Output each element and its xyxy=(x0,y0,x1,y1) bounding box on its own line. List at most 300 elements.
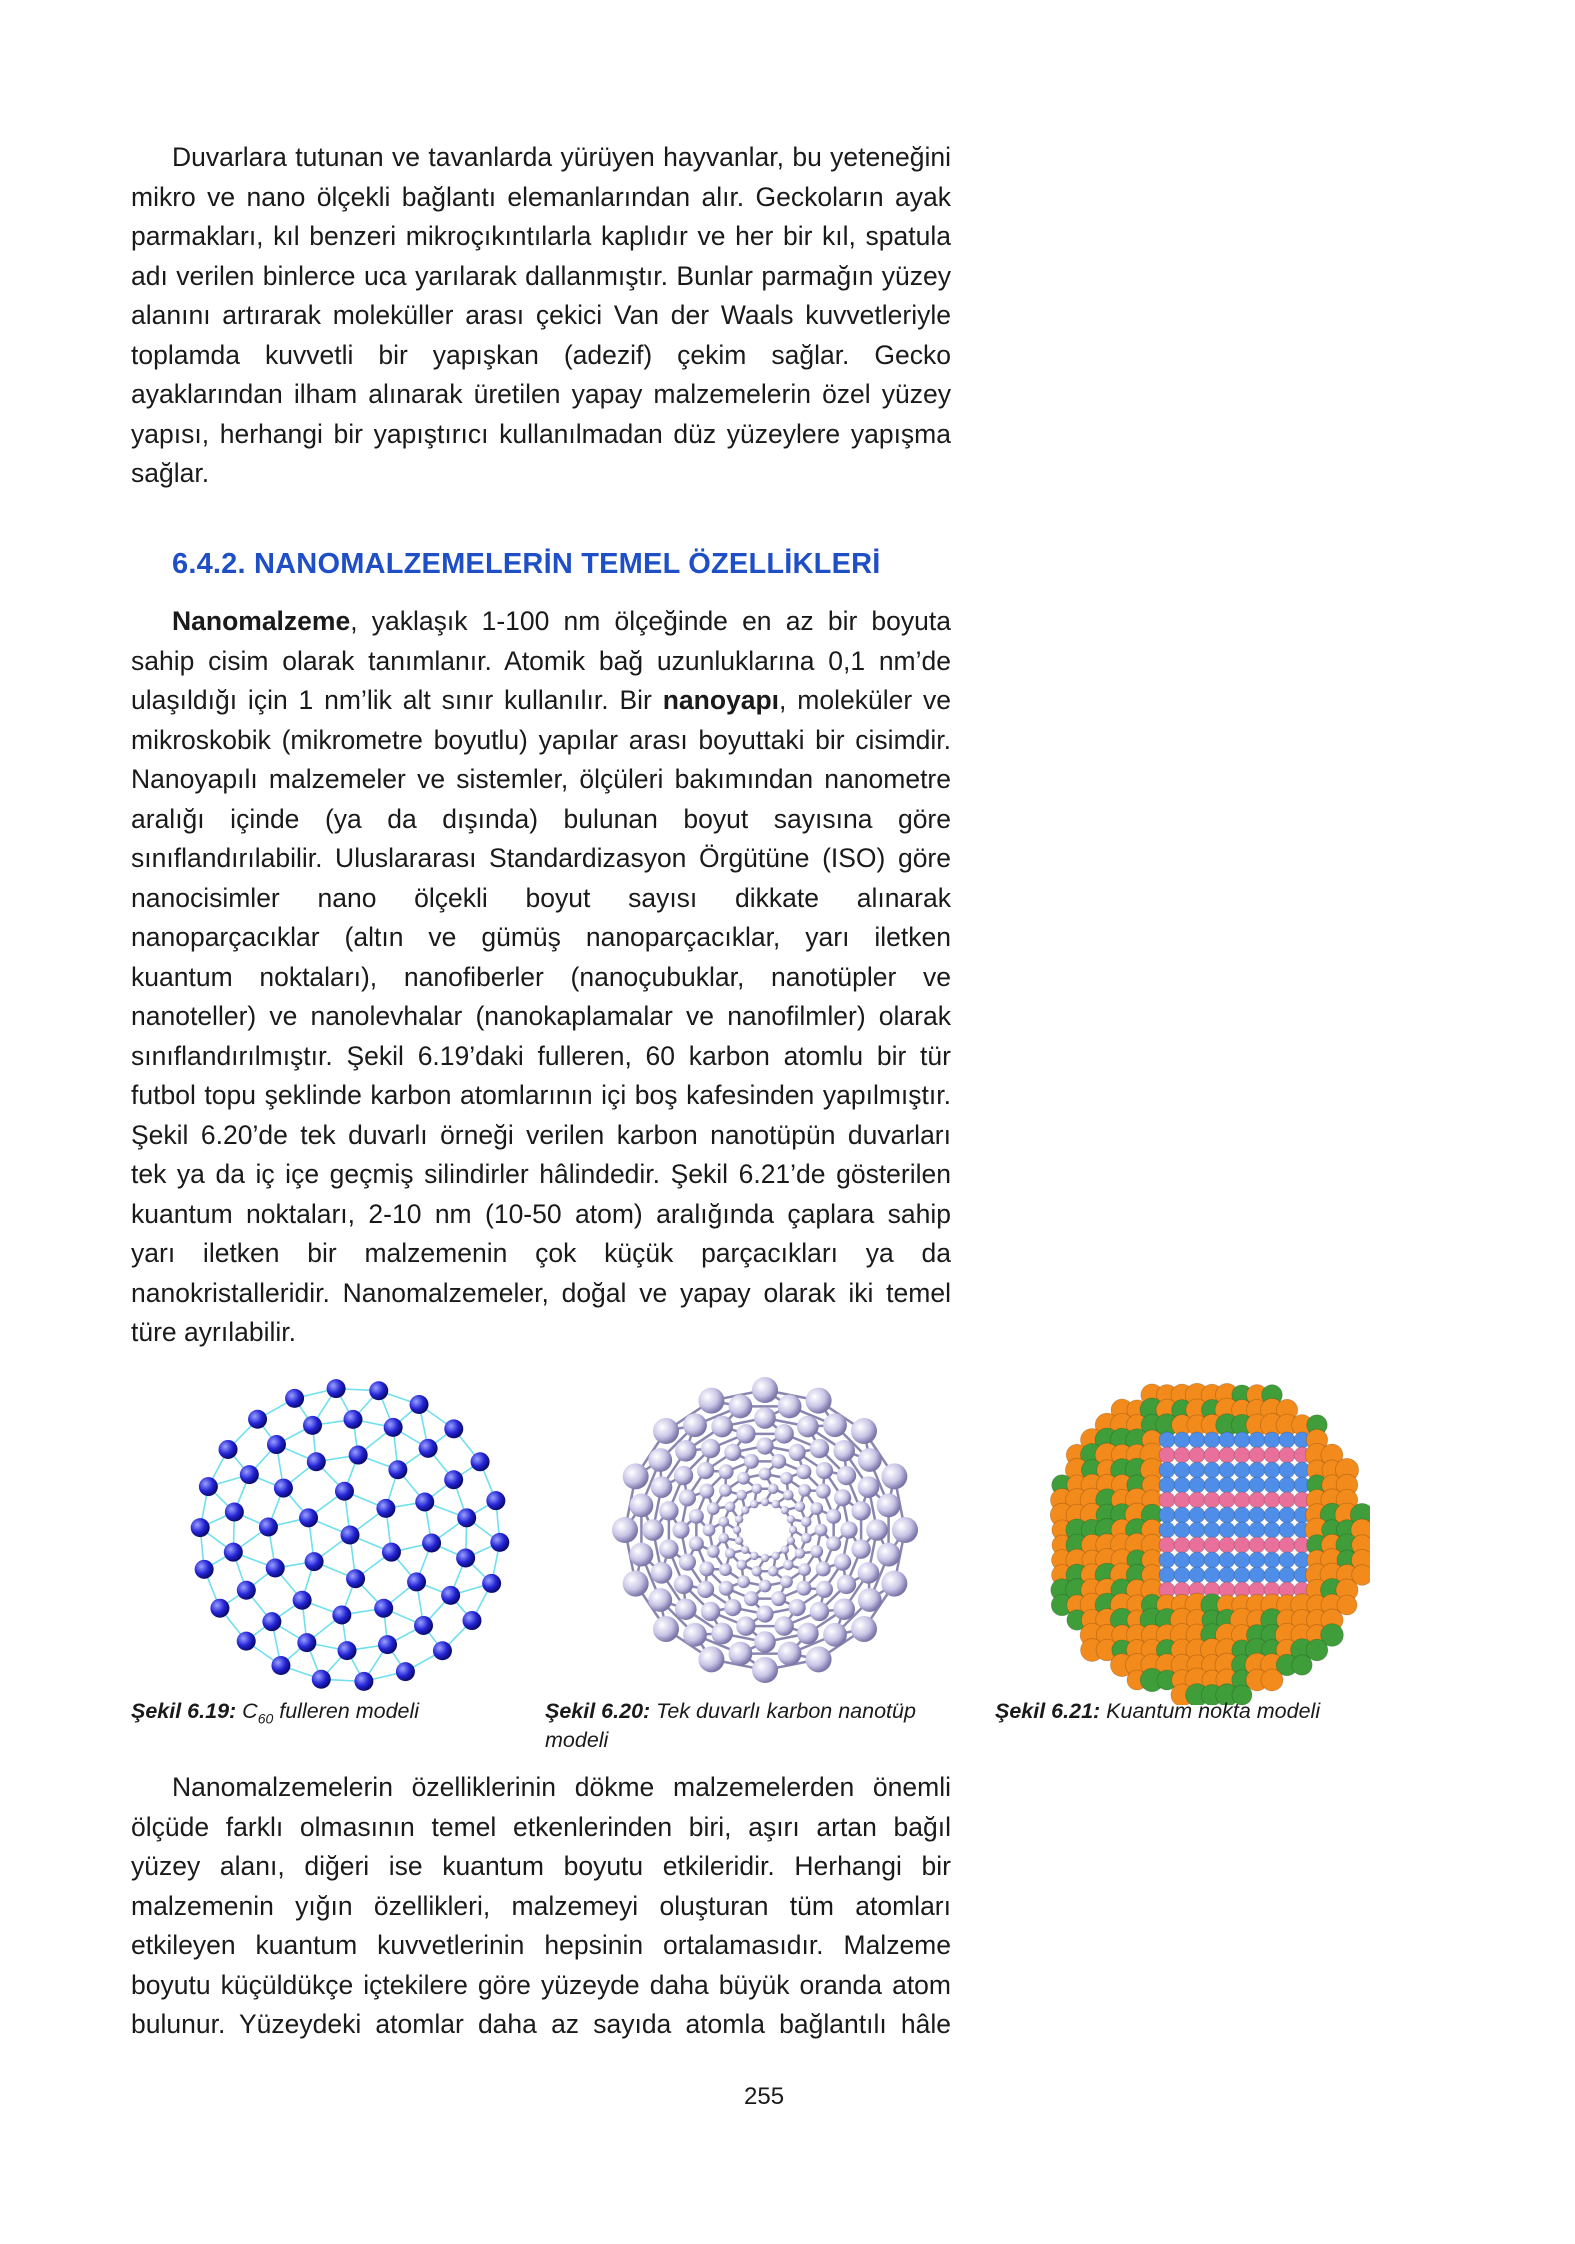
nanotube-atom xyxy=(840,1521,857,1538)
quantum-dot-atom xyxy=(1279,1447,1295,1463)
nanotube-atom xyxy=(675,1598,697,1620)
nanotube-atom xyxy=(744,1591,759,1606)
quantum-dot-atom xyxy=(1174,1447,1190,1463)
nanotube-atom xyxy=(642,1519,664,1541)
quantum-dot-atom xyxy=(1249,1567,1265,1583)
nanotube-atom xyxy=(737,1472,750,1485)
nanotube-atom xyxy=(756,1437,773,1454)
nanotube-atom xyxy=(797,1416,819,1438)
nanotube-atom xyxy=(711,1416,733,1438)
quantum-dot-atom xyxy=(1234,1477,1250,1493)
quantum-dot-atom xyxy=(1249,1522,1265,1538)
quantum-dot-atom xyxy=(1234,1507,1250,1523)
quantum-dot-atom xyxy=(1189,1432,1205,1448)
nanotube-atom xyxy=(780,1575,793,1588)
fullerene-atom xyxy=(195,1560,214,1579)
nanotube-atom xyxy=(796,1581,811,1596)
nanotube-atom xyxy=(699,1484,714,1499)
nanotube-atom xyxy=(724,1444,741,1461)
fullerene-atom xyxy=(344,1410,363,1429)
quantum-dot-atom xyxy=(1204,1552,1220,1568)
nanotube-atom xyxy=(768,1566,779,1577)
quantum-dot-atom xyxy=(1159,1552,1175,1568)
fullerene-atom xyxy=(335,1482,354,1501)
fullerene-atom xyxy=(299,1508,318,1527)
nanotube-atom xyxy=(612,1517,638,1543)
quantum-dot-atom xyxy=(1234,1537,1250,1553)
nanotube-atom xyxy=(858,1476,880,1498)
fullerene-atom xyxy=(396,1662,415,1681)
paragraph-properties-text: Nanomalzemelerin özelliklerinin dökme malzemelerden önemli ölçüde farklı olmasının temel etkenlerinden biri, aşırı artan bağıl yüzey alanı, diğeri ise kuantum boyutu etkileridir. Herhangi bir malzemenin yığın özellikleri, malzemeyi oluşturan tüm atomları etkileyen kuantum kuvvetlerinin hepsinin ortalamasıdır. Malzeme boyutu küçüldükçe içtekilere göre yüzeyde daha büyük oranda atom bulunur. Yüzeydeki atomlar daha az sayıda atomla bağlantılı hâle xyxy=(131,1772,951,2039)
quantum-dot-atom xyxy=(1234,1522,1250,1538)
nanotube-atom xyxy=(837,1466,856,1485)
fullerene-atom xyxy=(462,1611,481,1630)
nanotube-atom xyxy=(679,1554,696,1571)
fullerene-atom xyxy=(457,1508,476,1527)
quantum-dot-atom xyxy=(1249,1537,1265,1553)
nanotube-atom xyxy=(754,1407,776,1429)
nanotube-atom xyxy=(761,1554,769,1562)
nanotube-atom xyxy=(711,1623,733,1645)
nanotube-atom xyxy=(787,1515,795,1523)
quantum-dot-atom xyxy=(1189,1492,1205,1508)
nanotube-atom xyxy=(648,1588,672,1612)
paragraph-gecko xyxy=(131,138,951,494)
nanotube-atom xyxy=(697,1462,714,1479)
nanotube-atom xyxy=(623,1571,649,1597)
fullerene-atom xyxy=(341,1526,360,1545)
quantum-dot-atom xyxy=(1189,1447,1205,1463)
fullerene-atom xyxy=(407,1572,426,1591)
fullerene-atom xyxy=(225,1503,244,1522)
nanotube-atom xyxy=(672,1521,689,1538)
quantum-dot-atom xyxy=(1279,1552,1295,1568)
nanotube-atom xyxy=(815,1524,828,1537)
fullerene-atom xyxy=(388,1460,407,1479)
fullerene-atom xyxy=(259,1517,278,1536)
fullerene-atom xyxy=(376,1499,395,1518)
fullerene-atom xyxy=(444,1470,463,1489)
nanotube-atom xyxy=(881,1463,907,1489)
quantum-dot-atom xyxy=(1279,1522,1295,1538)
fullerene-atom xyxy=(307,1452,326,1471)
quantum-dot-atom xyxy=(1204,1522,1220,1538)
fullerene-atom xyxy=(191,1518,210,1537)
nanotube-atom xyxy=(674,1575,693,1594)
quantum-dot-atom xyxy=(1279,1477,1295,1493)
nanotube-atom xyxy=(623,1463,649,1489)
nanotube-atom xyxy=(806,1388,832,1414)
quantum-dot-atom xyxy=(1204,1567,1220,1583)
fullerene-atom xyxy=(382,1543,401,1562)
nanotube-atom xyxy=(774,1424,793,1443)
fullerene-atom xyxy=(327,1379,346,1398)
nanotube-atom xyxy=(774,1616,793,1635)
nanotube-atom xyxy=(752,1566,763,1577)
caption-text: C xyxy=(236,1699,258,1723)
fullerene-atom xyxy=(305,1552,324,1571)
nanotube-atom xyxy=(761,1498,769,1506)
nanotube-atom xyxy=(823,1623,847,1647)
quantum-dot-atom xyxy=(1189,1462,1205,1478)
quantum-dot-atom xyxy=(1279,1432,1295,1448)
nanotube-atom xyxy=(851,1501,870,1520)
quantum-dot-atom xyxy=(1234,1447,1250,1463)
fullerene-atom xyxy=(482,1574,501,1593)
quantum-dot-atom xyxy=(1159,1447,1175,1463)
caption-text: Tek duvarlı karbon nanotüp modeli xyxy=(545,1699,916,1752)
nanotube-atom xyxy=(826,1536,841,1551)
nanotube-atom xyxy=(834,1489,851,1506)
nanotube-atom xyxy=(798,1563,811,1576)
fullerene-atom xyxy=(293,1591,312,1610)
nanotube-atom xyxy=(778,1642,802,1666)
quantum-dot-atom xyxy=(1264,1447,1280,1463)
quantum-dot-atom xyxy=(1159,1537,1175,1553)
nanotube-atom xyxy=(816,1581,833,1598)
nanotube-atom xyxy=(772,1500,780,1508)
quantum-dot-atom xyxy=(1189,1537,1205,1553)
quantum-dot-atom xyxy=(1264,1507,1280,1523)
nanotube-atom xyxy=(737,1575,750,1588)
caption-label: Şekil 6.21: xyxy=(995,1699,1101,1723)
nanotube-atom xyxy=(771,1454,786,1469)
nanotube-atom xyxy=(729,1395,753,1419)
nanotube-atom xyxy=(780,1472,793,1485)
quantum-dot-atom xyxy=(1189,1567,1205,1583)
nanotube-atom xyxy=(735,1537,743,1545)
page-number: 255 xyxy=(744,2083,785,2110)
nanotube-atom xyxy=(675,1440,697,1462)
nanotube-atom xyxy=(806,1646,832,1672)
nanotube-atom xyxy=(892,1517,918,1543)
nanotube-atom xyxy=(789,1599,806,1616)
fullerene-atom xyxy=(337,1641,356,1660)
quantum-dot-atom xyxy=(1159,1507,1175,1523)
nanotube-atom xyxy=(683,1413,707,1437)
nanotube-atom xyxy=(787,1537,795,1545)
paragraph-text-1: , yaklaşık 1-100 nm ölçeğinde en az bir boyuta sahip cisim olarak tanımlanır. Atomik bağ uzunluklarına 0,1 nm’de ulaşıldığı için 1 nm’lik alt sınır kullanılır. Bir xyxy=(131,606,951,715)
nanotube-atom xyxy=(823,1413,847,1437)
nanotube-atom xyxy=(630,1543,654,1567)
quantum-dot-atom xyxy=(1219,1567,1235,1583)
nanotube-atom xyxy=(858,1588,882,1612)
fullerene-atom xyxy=(237,1581,256,1600)
quantum-dot-atom xyxy=(1159,1462,1175,1478)
nanotube-atom xyxy=(701,1602,720,1621)
nanotube-atom xyxy=(816,1561,831,1576)
nanotube-atom xyxy=(719,1563,732,1576)
nanotube-atom xyxy=(750,1500,758,1508)
nanotube-atom xyxy=(699,1561,714,1576)
nanotube-atom xyxy=(768,1484,779,1495)
quantum-dot-atom xyxy=(1219,1537,1235,1553)
nanotube-atom xyxy=(735,1515,743,1523)
quantum-dot-atom xyxy=(1204,1492,1220,1508)
quantum-dot-atom xyxy=(1292,1655,1312,1675)
nanotube-atom xyxy=(810,1602,829,1621)
paragraph-properties xyxy=(131,1768,951,2045)
nanotube-figure xyxy=(600,1368,920,1698)
nanotube-atom xyxy=(724,1599,741,1616)
quantum-dot-atom xyxy=(1234,1432,1250,1448)
nanotube-atom xyxy=(752,1657,778,1683)
nanotube-atom xyxy=(789,1526,797,1534)
nanotube-atom xyxy=(816,1484,831,1499)
fullerene-atom xyxy=(490,1533,509,1552)
fullerene-atom xyxy=(267,1435,286,1454)
fullerene-atom xyxy=(303,1416,322,1435)
quantum-dot-atom xyxy=(1174,1552,1190,1568)
nanotube-atom xyxy=(795,1548,806,1559)
fullerene-atom xyxy=(297,1633,316,1652)
term-nanoyapi: nanoyapı xyxy=(662,685,780,715)
nanotube-atom xyxy=(736,1424,755,1443)
quantum-dot-atom xyxy=(1159,1492,1175,1508)
quantum-dot-atom xyxy=(1159,1432,1175,1448)
fullerene-atom xyxy=(422,1534,441,1553)
nanotube-atom xyxy=(719,1517,730,1528)
nanotube-atom xyxy=(703,1524,716,1537)
nanotube-atom xyxy=(810,1545,823,1558)
quantum-dot-atoms xyxy=(1050,1383,1370,1705)
caption-fig-6-20 xyxy=(545,1697,955,1755)
quantum-dot-atom xyxy=(1234,1492,1250,1508)
fullerene-atom xyxy=(210,1599,229,1618)
quantum-dot-atom xyxy=(1249,1492,1265,1508)
fullerene-atom xyxy=(285,1389,304,1408)
fullerene-atom xyxy=(271,1656,290,1675)
quantum-dot-atom xyxy=(1189,1552,1205,1568)
nanotube-atom xyxy=(679,1489,696,1506)
quantum-dot-atom xyxy=(1204,1462,1220,1478)
quantum-dot-atom xyxy=(1174,1522,1190,1538)
quantum-dot-atom xyxy=(1249,1447,1265,1463)
quantum-dot-atom xyxy=(1189,1477,1205,1493)
nanotube-atom xyxy=(877,1543,901,1567)
quantum-dot-atom xyxy=(1264,1492,1280,1508)
quantum-dot-atom xyxy=(1174,1507,1190,1523)
nanotube-atom xyxy=(756,1605,773,1622)
nanotube-atom xyxy=(833,1440,855,1462)
nanotube-atom xyxy=(752,1484,763,1495)
nanotube-atom xyxy=(834,1554,851,1571)
fullerene-atom xyxy=(419,1439,438,1458)
nanotube-atom xyxy=(797,1623,819,1645)
nanotube-atom xyxy=(701,1439,720,1458)
caption-fig-6-19 xyxy=(131,1697,511,1733)
nanotube-atom xyxy=(719,1581,734,1596)
nanotube-atom xyxy=(801,1517,812,1528)
nanotube-atom xyxy=(719,1484,732,1497)
nanotube-atom xyxy=(795,1501,806,1512)
quantum-dot-atom xyxy=(1219,1447,1235,1463)
nanotube-atom xyxy=(851,1418,877,1444)
quantum-dot-atom xyxy=(1189,1522,1205,1538)
nanotube-atom xyxy=(796,1464,811,1479)
nanotube-atoms xyxy=(612,1377,918,1683)
fullerene-atom xyxy=(224,1543,243,1562)
fullerene-atom xyxy=(374,1599,393,1618)
nanotube-atom xyxy=(653,1418,679,1444)
fullerene-atom xyxy=(415,1492,434,1511)
fullerene-atom xyxy=(486,1491,505,1510)
quantum-dot-atom xyxy=(1249,1507,1265,1523)
nanotube-atom xyxy=(744,1454,759,1469)
nanotube-atom xyxy=(736,1560,747,1571)
quantum-dot-atom xyxy=(1159,1567,1175,1583)
nanotube-atom xyxy=(741,1546,749,1554)
nanotube-atom xyxy=(651,1562,673,1584)
nanotube-atom xyxy=(659,1539,678,1558)
quantum-dot-atom xyxy=(1219,1507,1235,1523)
nanotube-atom xyxy=(729,1642,753,1666)
nanotube-atom xyxy=(866,1519,888,1541)
quantum-dot-atom xyxy=(1234,1567,1250,1583)
fullerene-atom xyxy=(441,1586,460,1605)
nanotube-atom xyxy=(648,1448,672,1472)
fullerene-atom xyxy=(471,1452,490,1471)
caption-label: Şekil 6.20: xyxy=(545,1699,651,1723)
nanotube-atom xyxy=(851,1616,877,1642)
quantum-dot-atom xyxy=(1261,1669,1283,1691)
quantum-dot-atom xyxy=(1189,1507,1205,1523)
quantum-dot-atom xyxy=(1249,1432,1265,1448)
nanotube-atom xyxy=(858,1562,880,1584)
nanotube-atom xyxy=(750,1552,758,1560)
nanotube-atom xyxy=(783,1560,794,1571)
quantum-dot-atom xyxy=(1264,1432,1280,1448)
caption-label: Şekil 6.19: xyxy=(131,1699,237,1723)
nanotube-atom xyxy=(810,1502,823,1515)
caption-fig-6-21 xyxy=(995,1697,1415,1726)
nanotube-atom xyxy=(651,1476,673,1498)
nanotube-atom xyxy=(798,1484,811,1497)
section-heading: 6.4.2. NANOMALZEMELERİN TEMEL ÖZELLİKLERİ xyxy=(172,548,881,580)
fullerene-atom xyxy=(378,1635,397,1654)
quantum-dot-atom xyxy=(1219,1477,1235,1493)
paragraph-gecko-text: Duvarlara tutunan ve tavanlarda yürüyen hayvanlar, bu yeteneğini mikro ve nano ölçekli bağlantı elemanlarından alır. Geckoların ayak parmakları, kıl benzeri mikroçıkıntılarla kaplıdır ve her bir kıl, spatula adı verilen binlerce uca yarılarak dallanmıştır. Bunlar parmağın yüzey alanını artırarak moleküller arası çekici Van der Waals kuvvetleriyle toplamda kuvvetli bir yapışkan (adezif) çekim sağlar. Gecko ayaklarından ilham alınarak üretilen yapay malzemelerin özel yüzey yapısı, herhangi bir yapıştırıcı kullanılmadan düz yüzeylere yapışma sağlar. xyxy=(131,142,951,488)
quantum-dot-atom xyxy=(1204,1477,1220,1493)
nanotube-atom xyxy=(783,1490,794,1501)
nanotube-atom xyxy=(741,1506,749,1514)
quantum-dot-atom xyxy=(1264,1477,1280,1493)
quantum-dot-atom xyxy=(1264,1522,1280,1538)
caption-subscript: 60 xyxy=(257,1710,274,1727)
nanotube-atom xyxy=(736,1490,747,1501)
nanotube-atom xyxy=(653,1616,679,1642)
nanotube-atom xyxy=(759,1580,772,1593)
fullerene-atom xyxy=(444,1419,463,1438)
nanotube-atom xyxy=(881,1571,907,1597)
nanotube-atom xyxy=(725,1501,736,1512)
quantum-dot-atom xyxy=(1264,1462,1280,1478)
quantum-dot-atom xyxy=(1219,1552,1235,1568)
quantum-dot-atom xyxy=(1264,1552,1280,1568)
fullerene-atom xyxy=(384,1418,403,1437)
nanotube-atom xyxy=(759,1468,772,1481)
nanotube-atom xyxy=(698,1388,724,1414)
nanotube-atom xyxy=(725,1548,736,1559)
quantum-dot-atom xyxy=(1174,1567,1190,1583)
nanotube-atom xyxy=(877,1494,901,1518)
nanotube-atom xyxy=(772,1552,780,1560)
nanotube-atom xyxy=(851,1539,870,1558)
nanotube-atom xyxy=(816,1462,833,1479)
nanotube-atom xyxy=(771,1591,786,1606)
term-nanomalzeme: Nanomalzeme xyxy=(172,606,351,636)
fullerene-atom xyxy=(274,1479,293,1498)
nanotube-atom xyxy=(719,1533,730,1544)
fullerene-atom xyxy=(266,1559,285,1578)
fullerene-atom xyxy=(199,1477,218,1496)
quantum-dot-atom xyxy=(1279,1567,1295,1583)
nanotube-atom xyxy=(752,1377,778,1403)
nanotube-atom xyxy=(754,1631,776,1653)
fullerene-atoms xyxy=(191,1379,510,1691)
nanotube-atom xyxy=(801,1533,812,1544)
quantum-dot-atom xyxy=(1249,1462,1265,1478)
quantum-dot-atom xyxy=(1279,1492,1295,1508)
quantum-dot-atom xyxy=(1204,1507,1220,1523)
nanotube-atom xyxy=(719,1464,734,1479)
quantum-dot-atom xyxy=(1234,1552,1250,1568)
nanotube-atom xyxy=(707,1502,720,1515)
fullerene-atom xyxy=(237,1632,256,1651)
quantum-dot-atom xyxy=(1279,1507,1295,1523)
quantum-dot-atom xyxy=(1219,1522,1235,1538)
nanotube-atom xyxy=(689,1509,704,1524)
nanotube-atom xyxy=(833,1598,855,1620)
fullerene-atom xyxy=(433,1641,452,1660)
quantum-dot-atom xyxy=(1264,1567,1280,1583)
quantum-dot-atom xyxy=(1159,1477,1175,1493)
nanotube-atom xyxy=(733,1526,741,1534)
nanotube-atom xyxy=(837,1575,856,1594)
fullerene-atom xyxy=(369,1381,388,1400)
caption-text: Kuantum nokta modeli xyxy=(1100,1699,1321,1723)
quantum-dot-atom xyxy=(1249,1552,1265,1568)
quantum-dot-atom xyxy=(1174,1492,1190,1508)
quantum-dot-atom xyxy=(1174,1537,1190,1553)
fullerene-atom xyxy=(219,1440,238,1459)
quantum-dot-atom xyxy=(1159,1522,1175,1538)
nanotube-atom xyxy=(707,1545,720,1558)
fullerene-atom xyxy=(262,1612,281,1631)
quantum-dot-atom xyxy=(1234,1462,1250,1478)
nanotube-atom xyxy=(810,1439,829,1458)
nanotube-atom xyxy=(736,1616,755,1635)
quantum-dot-atom xyxy=(1174,1477,1190,1493)
nanotube-atom xyxy=(789,1444,806,1461)
quantum-dot-atom xyxy=(1219,1462,1235,1478)
fullerene-atom xyxy=(312,1670,331,1689)
nanotube-atom xyxy=(683,1623,707,1647)
nanotube-atom xyxy=(689,1536,704,1551)
quantum-dot-atom xyxy=(1174,1462,1190,1478)
quantum-dot-atom xyxy=(1219,1432,1235,1448)
quantum-dot-atom xyxy=(1204,1432,1220,1448)
nanotube-atom xyxy=(674,1466,693,1485)
quantum-dot-atom xyxy=(1249,1477,1265,1493)
fullerene-atom xyxy=(240,1465,259,1484)
quantum-dot-figure xyxy=(1030,1375,1370,1705)
paragraph-nanomaterials xyxy=(131,602,951,1353)
nanotube-atom xyxy=(659,1501,678,1520)
caption-text-post: fulleren modeli xyxy=(273,1699,420,1723)
quantum-dot-atom xyxy=(1219,1492,1235,1508)
paragraph-text-2: , moleküler ve mikroskobik (mikrometre boyutlu) yapılar arası boyuttaki bir cisimdir. Nanoyapılı malzemeler ve sistemler, ölçüleri bakımından nanometre aralığı içinde (ya da dışında) bulunan boyut sayısına göre sınıflandırılabilir. Uluslararası Standardizasyon Örgütüne (ISO) göre nanocisimler nano ölçekli boyut sayısı dikkate alınarak nanoparçacıklar (altın ve gümüş nanoparçacıklar, yarı iletken kuantum noktaları), nanofiberler (nanoçubuklar, nanotüpler ve nanoteller) ve nanolevhalar (nanokaplamalar ve nanofilmler) olarak sınıflandırılmıştır. Şekil 6.19’daki fulleren, 60 karbon atomlu bir tür futbol topu şeklinde karbon atomlarının içi boş kafesinden yapılmıştır. Şekil 6.20’de tek duvarlı örneği verilen karbon nanotüpün duvarları tek ya da iç içe geçmiş silindirler hâlindedir. Şekil 6.21’de gösterilen kuantum noktaları, 2-10 nm (10-50 atom) aralığında çaplara sahip yarı iletken bir malzemenin çok küçük parçacıkları ya da nanokristalleridir. Nanomalzemeler, doğal ve yapay olarak iki temel türe ayrılabilir. xyxy=(131,685,952,1347)
